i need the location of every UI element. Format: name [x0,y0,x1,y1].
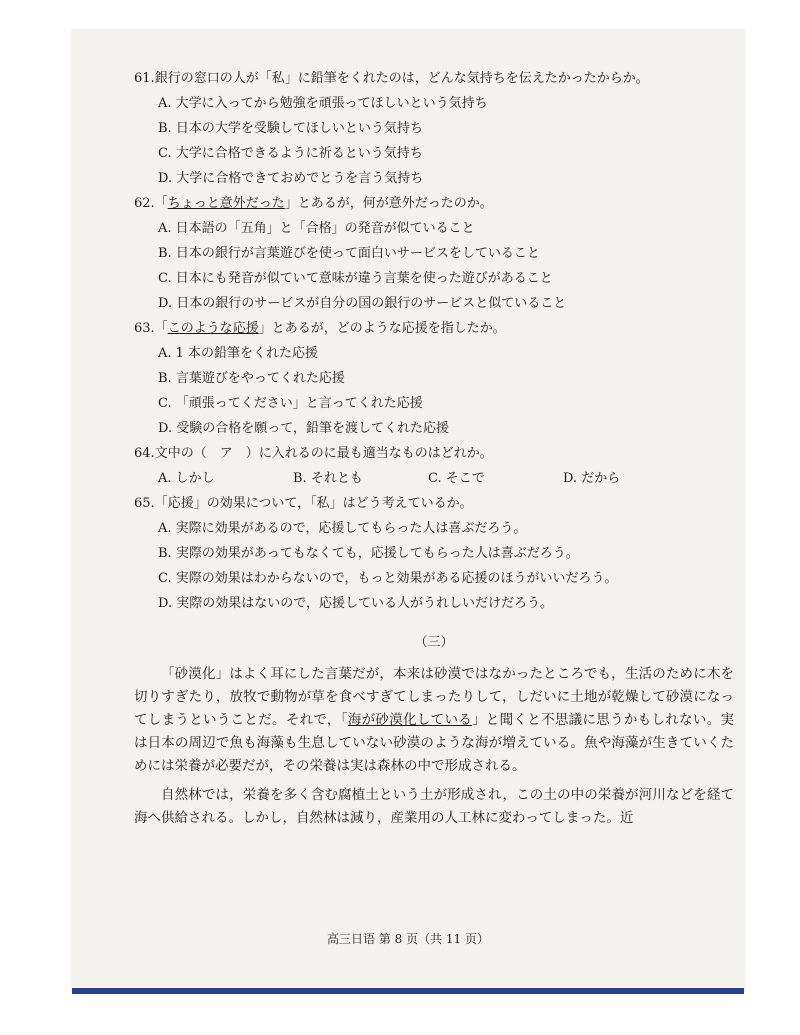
option-65-d: D. 実際の効果はないので，応援している人がうれしいだけだろう。 [158,596,553,611]
option-62-c: C. 日本にも発音が似ていて意味が違う言葉を使った遊びがあること [158,271,553,286]
options-64 [134,468,734,493]
option-62-a: A. 日本語の「五角」と「合格」の発音が似ていること [158,221,475,236]
option-64-a: A. しかし [158,471,215,486]
question-62 [134,193,734,218]
question-text: 」とあるが，どのような応援を指したか。 [258,321,506,336]
option-62-d: D. 日本の銀行のサービスが自分の国の銀行のサービスと似ていること [158,296,567,311]
passage-paragraph-1 [134,663,734,778]
question-64 [134,443,734,468]
question-text: 」とあるが，何が意外だったのか。 [284,196,493,211]
question-number: 64. [134,446,155,461]
question-65 [134,493,734,518]
option-61-b: B. 日本の大学を受験してほしいという気持ち [158,121,423,136]
question-text: 文中の（ ア ）に入れるのに最も適当なものはどれか。 [154,446,493,461]
question-number: 65. [134,496,155,511]
option-63-d: D. 受験の合格を願って，鉛筆を渡してくれた応援 [158,421,449,436]
page-footer: 高三日语 第 8 页（共 11 页） [327,932,489,946]
passage-text: 「砂漠化」はよく耳にした言葉だが，本来は砂漠ではなかったところでも，生活のために木を切りすぎたり，放牧で動物が草を食べすぎてしまったりして，しだいに土地が乾燥して砂漠になってしまうということだ。それで，「 [134,666,734,728]
question-number: 61. [134,71,155,86]
quote-open: 「 [154,321,168,336]
question-text: 銀行の窓口の人が「私」に鉛筆をくれたのは，どんな気持ちを伝えたかったからか。 [154,71,649,86]
option-64-b: B. それとも [293,471,363,486]
question-number: 62. [134,196,155,211]
question-61 [134,68,734,93]
option-63-a: A. 1 本の鉛筆をくれた応援 [158,346,319,361]
passage-paragraph-2: 自然林では，栄養を多く含む腐植土という土が形成され，この土の中の栄養が河川などを経て海へ供給される。しかし，自然林は減り，産業用の人工林に変わってしまった。近 [134,787,734,826]
option-63-c: C. 「頑張ってください」と言ってくれた応援 [158,396,423,411]
option-65-b: B. 実際の効果があってもなくても，応援してもらった人は喜ぶだろう。 [158,546,579,561]
option-62-b: B. 日本の銀行が言葉遊びを使って面白いサービスをしていること [158,246,540,261]
question-text: 「応援」の効果について，「私」はどう考えているか。 [154,496,473,511]
exam-content [134,68,734,830]
section-title: （三） [414,635,454,650]
option-63-b: B. 言葉遊びをやってくれた応援 [158,371,345,386]
underlined-phrase: このような応援 [167,321,259,336]
underlined-phrase: ちょっと意外だった [167,196,285,211]
underlined-phrase: 海が砂漠化している [347,712,473,728]
quote-open: 「 [154,196,168,211]
question-63 [134,318,734,343]
scan-bottom-edge [72,988,744,994]
exam-page [72,30,744,990]
option-64-d: D. だから [563,471,621,486]
option-61-c: C. 大学に合格できるように祈るという気持ち [158,146,423,161]
option-65-a: A. 実際に効果があるので，応援してもらった人は喜ぶだろう。 [158,521,527,536]
option-61-a: A. 大学に入ってから勉強を頑張ってほしいという気持ち [158,96,488,111]
option-64-c: C. そこで [428,471,485,486]
passage-text: 」と聞くと不思議に思うかもしれない。実は日本の周辺で魚も海藻も生息していない砂漠のような海が増えている。魚や海藻が生きていくためには栄養が必要だが，その栄養は実は森林の中で形成される。 [134,712,735,774]
option-65-c: C. 実際の効果はわからないので，もっと効果がある応援のほうがいいだろう。 [158,571,618,586]
question-number: 63. [134,321,155,336]
option-61-d: D. 大学に合格できておめでとうを言う気持ち [158,171,424,186]
